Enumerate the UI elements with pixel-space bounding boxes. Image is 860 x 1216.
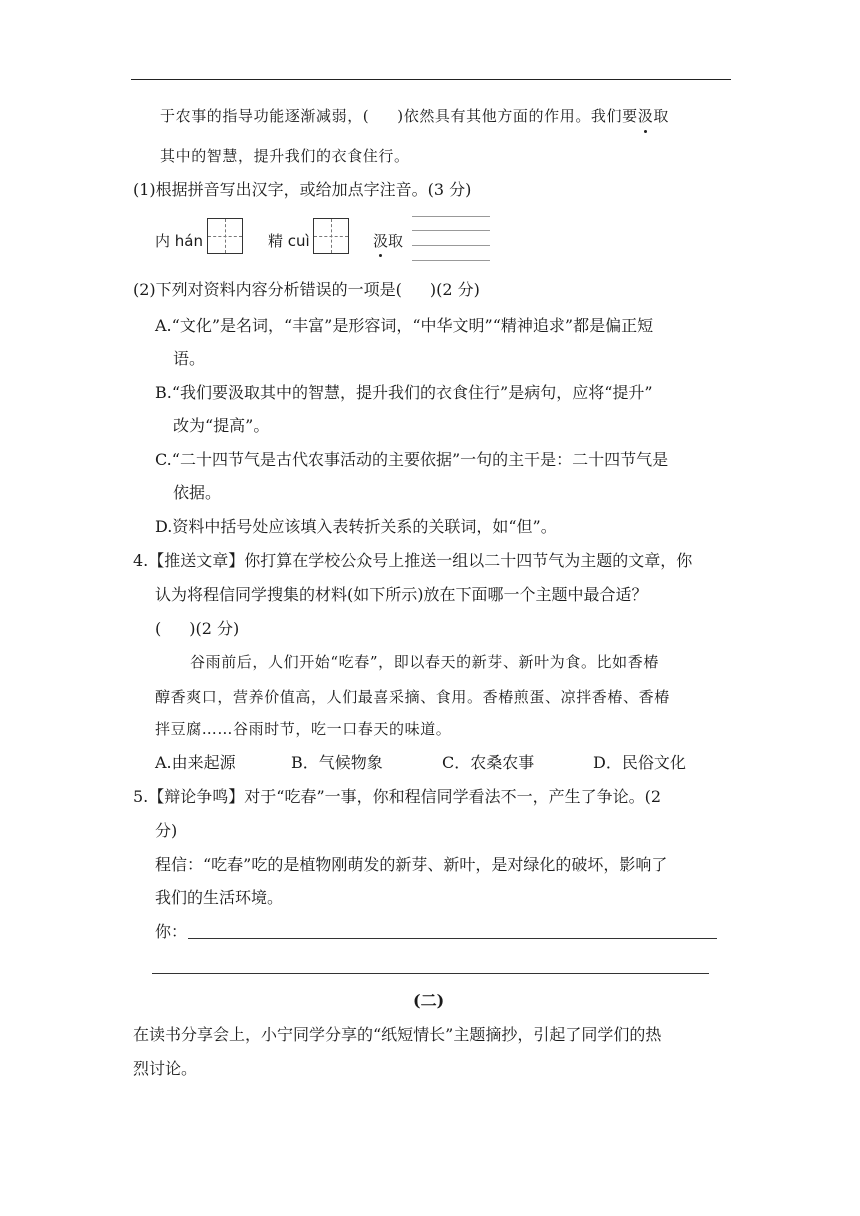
option-b-line-1: B.“我们要汲取其中的智慧，提升我们的衣食住行”是病句，应将“提升” — [155, 383, 653, 402]
pinyin-item-3 — [373, 230, 403, 251]
pinyin-writing-line[interactable] — [412, 230, 490, 231]
pinyin-row — [155, 214, 515, 262]
paren-open: ( — [155, 619, 162, 638]
passage-line-3: 拌豆腐……谷雨时节，吃一口春天的味道。 — [155, 720, 452, 738]
intro-line-1 — [160, 105, 669, 127]
pinyin-item-2: 精 cuì — [268, 232, 310, 250]
question-5-line-1: 5.【辩论争鸣】对于“吃春”一事，你和程信同学看法不一，产生了争论。(2 — [133, 787, 662, 806]
question-2 — [133, 279, 480, 301]
option-a-line-2: 语。 — [173, 349, 206, 368]
passage-line-2: 醇香爽口，营养价值高，人们最喜采摘、食用。香椿煎蛋、凉拌香椿、香椿 — [155, 688, 670, 706]
passage-line-1: 谷雨前后，人们开始“吃春”，即以春天的新芽、新叶为食。比如香椿 — [190, 653, 659, 671]
option-a-line-1: A.“文化”是名词，“丰富”是形容词，“中华文明”“精神追求”都是偏正短 — [155, 316, 654, 335]
pinyin-writing-line[interactable] — [412, 216, 490, 217]
intro-line-2: 其中的智慧，提升我们的衣食住行。 — [160, 147, 410, 165]
question-5-line-3: 程信：“吃春”吃的是植物刚萌发的新芽、新叶，是对绿化的破坏，影响了 — [155, 855, 668, 874]
question-5-line-4: 我们的生活环境。 — [155, 888, 284, 907]
option-b-line-2: 改为“提高”。 — [173, 416, 270, 435]
section-heading: (二) — [413, 991, 445, 1010]
dotted-char: 汲 — [373, 232, 389, 250]
question-4-score: )(2 分) — [189, 619, 240, 638]
intro-text-c: 取 — [653, 107, 669, 125]
question-4-line-2: 认为将程信同学搜集的材料(如下所示)放在下面哪一个主题中最合适？ — [155, 585, 648, 604]
option-d: D.资料中括号处应该填入表转折关系的关联词，如“但”。 — [155, 517, 557, 536]
option-c-line-2: 依据。 — [173, 483, 222, 502]
q4-option-c: C．农桑农事 — [442, 753, 535, 772]
intro-text-a: 于农事的指导功能逐渐减弱，( — [160, 107, 370, 125]
q4-option-a: A.由来起源 — [155, 753, 236, 772]
pinyin-writing-line[interactable] — [412, 260, 490, 261]
question-5-line-2: 分) — [155, 821, 178, 840]
answer-line-1[interactable] — [188, 938, 717, 939]
answer-label: 你： — [155, 922, 188, 941]
writing-box-2[interactable] — [313, 218, 349, 254]
option-c-line-1: C.“二十四节气是古代农事活动的主要依据”一句的主干是：二十四节气是 — [155, 450, 669, 469]
pinyin-item-3-rest: 取 — [388, 232, 404, 250]
intro-text-b: )依然具有其他方面的作用。我们要 — [397, 107, 638, 125]
question-2-text: (2)下列对资料内容分析错误的一项是( — [133, 280, 402, 299]
pinyin-writing-line[interactable] — [412, 245, 490, 246]
pinyin-item-1: 内 hán — [155, 232, 203, 250]
top-rule — [131, 79, 731, 80]
final-line-2: 烈讨论。 — [133, 1059, 198, 1078]
final-line-1: 在读书分享会上，小宁同学分享的“纸短情长”主题摘抄，引起了同学们的热 — [133, 1025, 662, 1044]
question-1: (1)根据拼音写出汉字，或给加点字注音。(3 分) — [133, 180, 472, 199]
question-4-line-3 — [155, 618, 239, 640]
question-4-line-1: 4.【推送文章】你打算在学校公众号上推送一组以二十四节气为主题的文章，你 — [133, 551, 693, 570]
q4-option-d: D．民俗文化 — [593, 753, 686, 772]
dotted-char: 汲 — [637, 107, 654, 125]
writing-box-1[interactable] — [207, 218, 243, 254]
q4-option-b: B．气候物象 — [291, 753, 383, 772]
answer-line-2[interactable] — [152, 973, 709, 974]
question-2-score: )(2 分) — [429, 280, 480, 299]
